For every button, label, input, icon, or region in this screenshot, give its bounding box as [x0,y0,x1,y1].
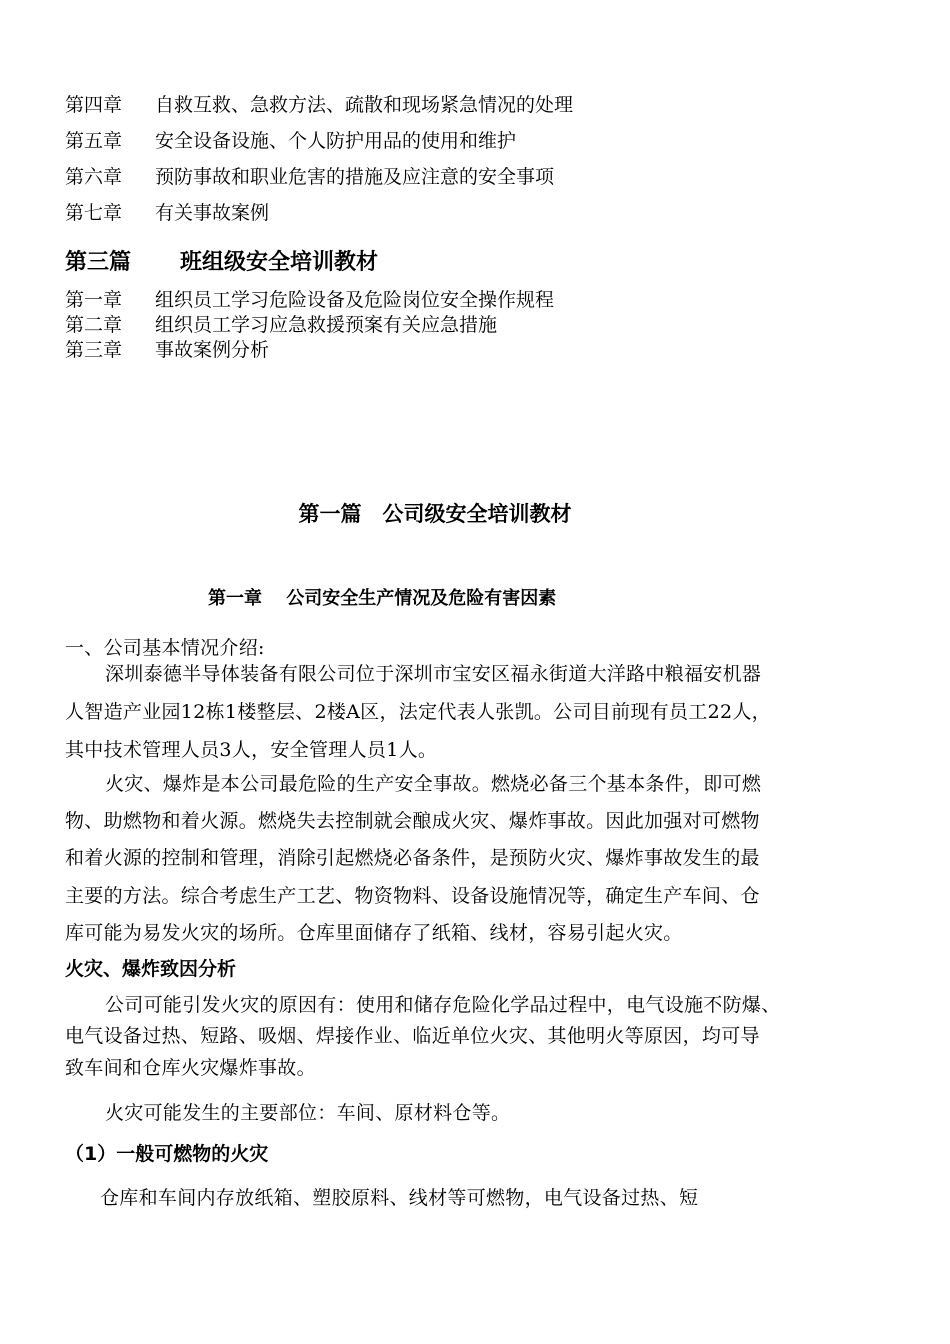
toc-item [65,288,554,312]
paragraph-line: 深圳泰德半导体装备有限公司位于深圳市宝安区福永街道大洋路中粮福安机器 [105,663,762,685]
toc-item [65,129,516,153]
paragraph-line: 物、助燃物和着火源。燃烧失去控制就会酿成火灾、爆炸事故。因此加强对可燃物 [65,810,760,832]
paragraph-line: 仓库和车间内存放纸箱、塑胶原料、线材等可燃物，电气设备过热、短 [100,1187,699,1209]
toc-item [65,93,573,117]
paragraph-line: 人智造产业园12栋1楼整层、2楼A区，法定代表人张凯。公司目前现有员工22人， [65,701,771,723]
toc-item [65,338,269,362]
part3-title: 班组级安全培训教材 [180,250,379,275]
toc-chapter-title: 组织员工学习应急救援预案有关应急措施 [155,314,498,336]
part3-num: 第三篇 [65,250,132,275]
paragraph-line: 电气设备过热、短路、吸烟、焊接作业、临近单位火灾、其他明火等原因，均可导 [65,1025,760,1047]
toc-chapter-num: 第七章 [65,202,123,224]
part1-heading: 第一篇 公司级安全培训教材 [298,502,572,526]
toc-item [65,313,497,337]
chapter1-heading: 第一章 公司安全生产情况及危险有害因素 [208,588,557,609]
sub-heading: （1）一般可燃物的火灾 [65,1143,269,1165]
paragraph-line: 库可能为易发火灾的场所。仓库里面储存了纸箱、线材，容易引起火灾。 [65,922,683,944]
paragraph-line: 致车间和仓库火灾爆炸事故。 [65,1057,316,1079]
paragraph-line: 公司可能引发火灾的原因有：使用和储存危险化学品过程中，电气设施不防爆、 [105,994,781,1016]
toc-chapter-title: 组织员工学习危险设备及危险岗位安全操作规程 [155,289,555,311]
toc-chapter-title: 事故案例分析 [155,339,270,361]
toc-chapter-num: 第三章 [65,339,123,361]
paragraph-line: 火灾可能发生的主要部位：车间、原材料仓等。 [105,1102,511,1124]
toc-chapter-num: 第四章 [65,94,123,116]
toc-chapter-title: 有关事故案例 [155,202,270,224]
toc-item [65,201,269,225]
cause-heading: 火灾、爆炸致因分析 [65,958,237,980]
toc-chapter-title: 预防事故和职业危害的措施及应注意的安全事项 [155,166,555,188]
paragraph-line: 其中技术管理人员3人，安全管理人员1人。 [65,739,438,761]
toc-chapter-title: 安全设备设施、个人防护用品的使用和维护 [155,130,517,152]
toc-chapter-num: 第一章 [65,289,123,311]
toc-chapter-num: 第六章 [65,166,123,188]
section-heading: 一、公司基本情况介绍: [65,637,265,659]
paragraph-line: 火灾、爆炸是本公司最危险的生产安全事故。燃烧必备三个基本条件，即可燃 [105,773,762,795]
toc-chapter-num: 第二章 [65,314,123,336]
toc-chapter-title: 自救互救、急救方法、疏散和现场紧急情况的处理 [155,94,574,116]
toc-chapter-num: 第五章 [65,130,123,152]
paragraph-line: 和着火源的控制和管理，消除引起燃烧必备条件，是预防火灾、爆炸事故发生的最 [65,847,760,869]
paragraph-line: 主要的方法。综合考虑生产工艺、物资物料、设备设施情况等，确定生产车间、仓 [65,885,760,907]
part3-heading [65,249,378,277]
toc-item [65,165,554,189]
